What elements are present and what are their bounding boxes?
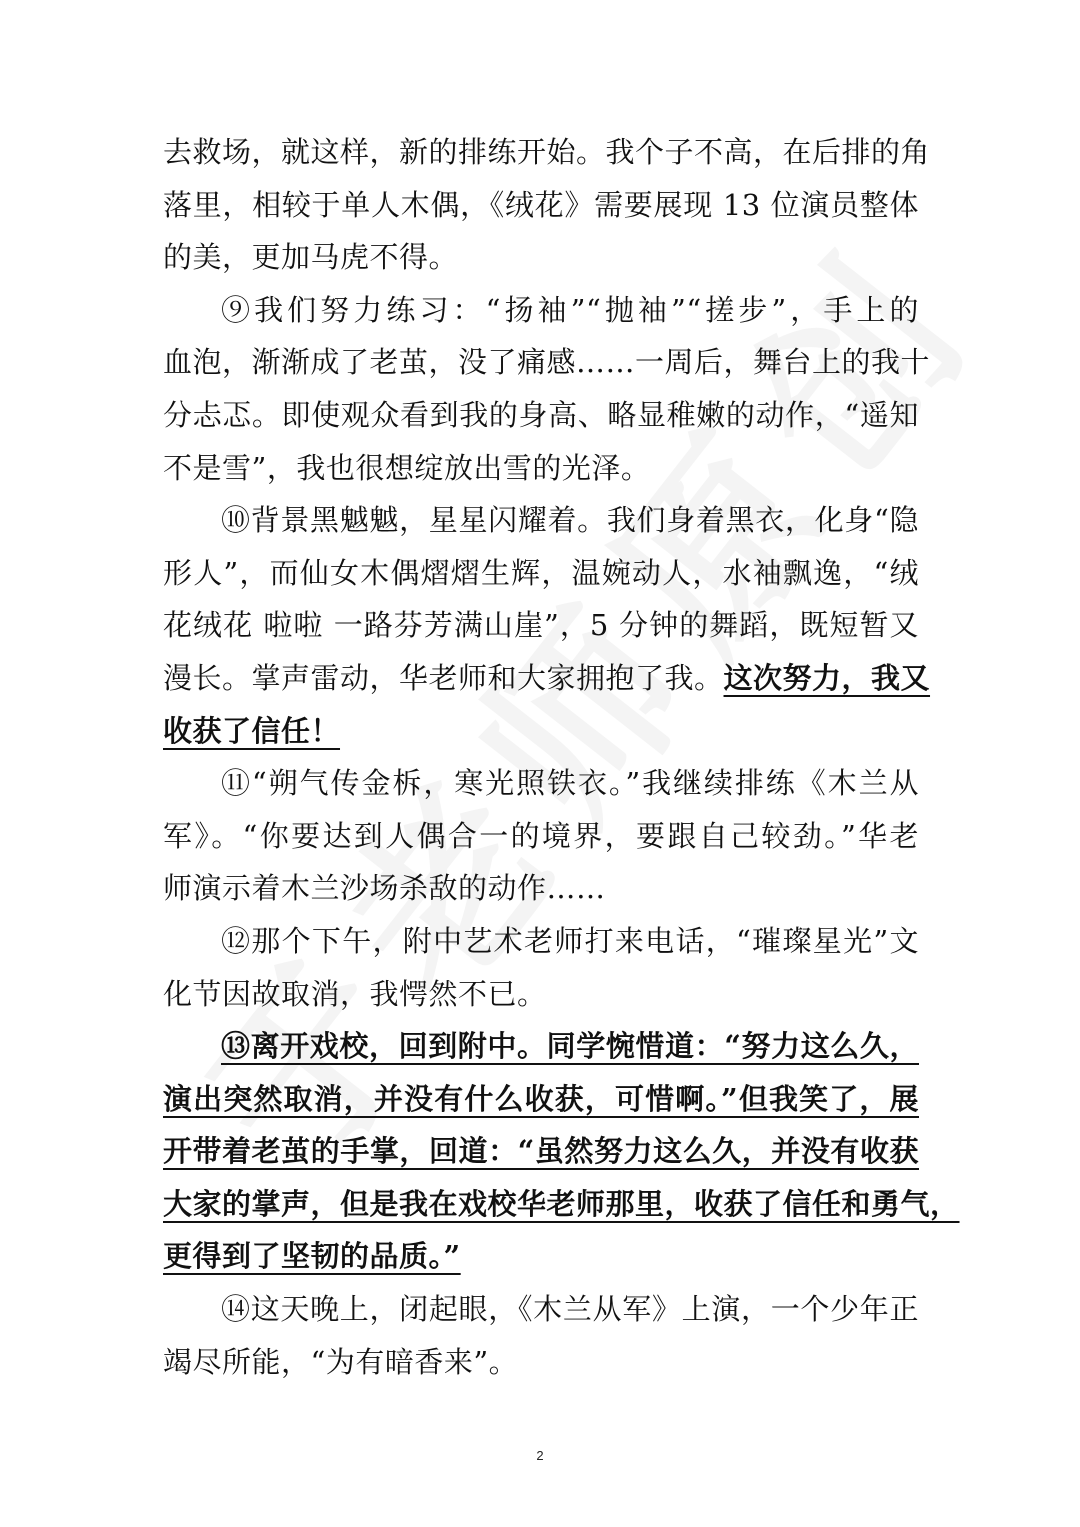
text-line: 分忐忑。即使观众看到我的身高、略显稚嫩的动作，“遥知	[163, 397, 919, 432]
paragraph-9-line: ⑨我们努力练习：“扬袖”“抛袖”“搓步”，手上的	[221, 292, 919, 327]
plain-segment: 漫长。掌声雷动，华老师和大家拥抱了我。	[163, 660, 724, 695]
text-line-mixed	[163, 652, 931, 705]
underlined-bold-segment: 这次努力，我又	[723, 660, 931, 695]
essay-body	[163, 126, 960, 1388]
text-line: 落里，相较于单人木偶，《绒花》需要展现 13 位演员整体	[163, 187, 919, 222]
text-line: 军》。“你要达到人偶合一的境界，要跟自己较劲。”华老	[163, 818, 919, 853]
paragraph-10-line: ⑩背景黑魆魆，星星闪耀着。我们身着黑衣，化身“隐	[221, 503, 919, 538]
text-line: 血泡，渐渐成了老茧，没了痛感……一周后，舞台上的我十	[163, 345, 931, 380]
text-line: 化节因故取消，我愕然不已。	[163, 976, 547, 1011]
paragraph-11-line: ⑪“朔气传金柝，寒光照铁衣。”我继续排练《木兰从	[221, 766, 919, 801]
paragraph-14-line: ⑭这天晚上，闭起眼，《木兰从军》上演，一个少年正	[221, 1292, 919, 1327]
page-number: 2	[536, 1448, 544, 1463]
text-line: 不是雪”，我也很想绽放出雪的光泽。	[163, 450, 651, 485]
underlined-bold-segment: 收获了信任！	[163, 713, 341, 748]
underlined-bold-line: 开带着老茧的手掌，回道：“虽然努力这么久，并没有收获	[163, 1134, 919, 1169]
text-line: 的美，更加马虎不得。	[163, 240, 459, 275]
underlined-bold-line: 大家的掌声，但是我在戏校华老师那里，收获了信任和勇气，	[163, 1186, 960, 1221]
underlined-bold-segment: 更得到了坚韧的品质。”	[163, 1239, 461, 1274]
paragraph-12-line: ⑫那个下午，附中艺术老师打来电话，“璀璨星光”文	[221, 923, 919, 958]
text-line: 形人”，而仙女木偶熠熠生辉，温婉动人，水袖飘逸，“绒	[163, 555, 919, 590]
text-line: 师演示着木兰沙场杀敌的动作……	[163, 871, 606, 906]
text-line: 竭尽所能，“为有暗香来”。	[163, 1344, 519, 1379]
underlined-bold-line: 演出突然取消，并没有什么收获，可惜啊。”但我笑了，展	[163, 1081, 919, 1116]
text-line: 花绒花 啦啦 一路芬芳满山崖”，5 分钟的舞蹈，既短暂又	[163, 608, 919, 643]
paragraph-13-line: ⑬离开戏校，回到附中。同学惋惜道：“努力这么久，	[221, 1029, 919, 1064]
text-line	[163, 705, 919, 758]
text-line	[163, 1230, 919, 1283]
text-line: 去救场，就这样，新的排练开始。我个子不高，在后排的角	[163, 135, 931, 169]
